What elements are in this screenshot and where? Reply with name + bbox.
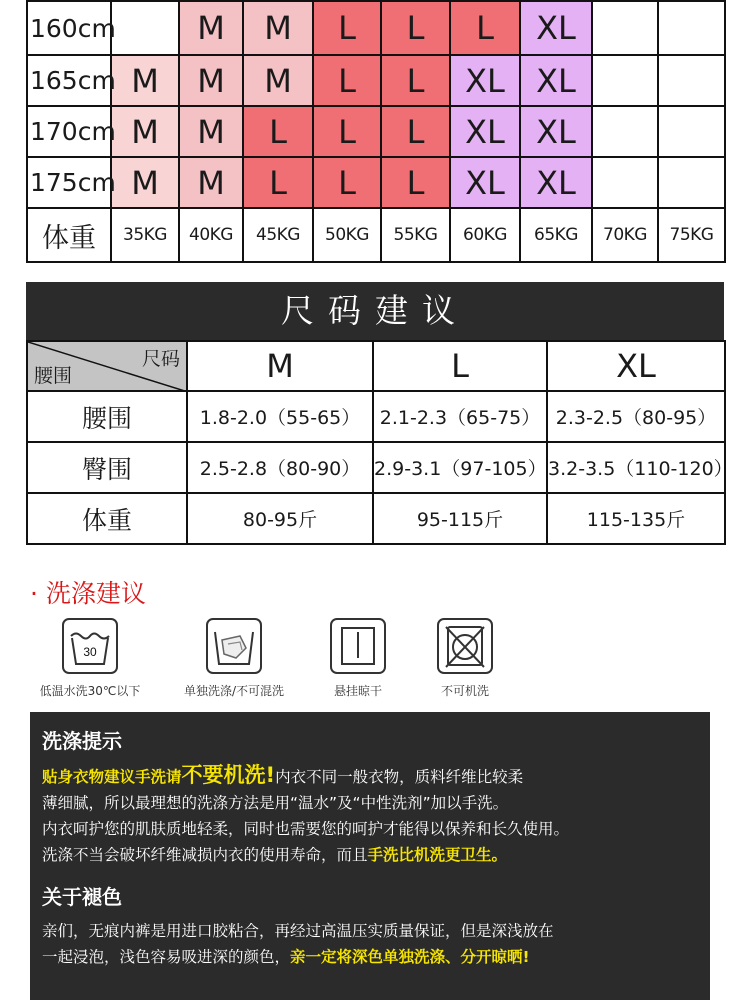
size-header-l: L [373,341,547,391]
size-header-xl: XL [547,341,725,391]
no-machine-wash-icon [437,618,493,674]
size-cell [592,55,658,106]
wash-label: 低温水洗30℃以下 [39,684,141,698]
tips-line [42,944,698,970]
separate-wash-icon [206,618,262,674]
size-cell: L [450,1,520,55]
size-cell: XL [520,1,592,55]
tips-highlight: 手洗比机洗更卫生。 [367,846,508,864]
size-cell [658,1,725,55]
size-cell: M [179,55,243,106]
advice-value: 1.8-2.0（55-65） [187,391,373,442]
advice-value: 95-115斤 [373,493,547,544]
size-cell: XL [450,55,520,106]
weight-cell: 70KG [592,208,658,262]
size-cell: L [313,55,381,106]
tips-line: 亲们，无痕内裤是用进口胶粘合，再经过高温压实质量保证，但是深浅放在 [42,922,554,940]
tips-highlight: 亲一定将深色单独洗涤、分开晾晒! [290,948,530,966]
size-cell: M [243,55,313,106]
tips-line: 内衣呵护您的肌肤质地轻柔，同时也需要您的呵护才能得以保养和长久使用。 [42,820,570,838]
size-cell: L [243,157,313,208]
size-cell: L [313,106,381,157]
advice-row-weight [27,493,725,544]
tips-text: 洗涤不当会破坏纤维减损内衣的使用寿命，而且 [42,846,368,864]
corner-label-waist: 腰围 [34,365,73,387]
tips-text: 内衣不同一般衣物，质料纤维比较柔 [275,768,524,786]
advice-value: 115-135斤 [547,493,725,544]
weight-cell: 75KG [658,208,725,262]
row-label: 臀围 [27,442,187,493]
size-cell: M [243,1,313,55]
tips-line [42,842,698,868]
wash-item-separate [164,618,304,699]
weight-cell: 65KG [520,208,592,262]
advice-value: 2.1-2.3（65-75） [373,391,547,442]
size-cell: L [381,106,450,157]
weight-cell: 40KG [179,208,243,262]
wash-item-no-machine [395,618,535,699]
tips-heading-fading: 关于褪色 [42,885,122,909]
size-cell [658,55,725,106]
size-cell: M [111,55,179,106]
size-cell: M [111,157,179,208]
wash-advice-title: · 洗涤建议 [30,579,146,608]
size-cell: XL [520,55,592,106]
tips-line [42,762,698,790]
height-label: 160cm [27,1,111,55]
tips-line: 薄细腻，所以最理想的洗涤方法是用“温水”及“中性洗剂”加以手洗。 [42,794,509,812]
weight-cell: 50KG [313,208,381,262]
wash-label: 不可机洗 [440,684,489,698]
tips-highlight: 贴身衣物建议手洗请 [42,768,182,786]
weight-label: 体重 [27,208,111,262]
washing-tips-panel [30,712,710,1000]
weight-cell: 45KG [243,208,313,262]
tips-emphasis: 不要机洗! [181,763,276,787]
advice-row-waist [27,391,725,442]
wash-label: 单独洗涤/不可混洗 [183,684,285,698]
size-cell: L [313,1,381,55]
weight-cell: 35KG [111,208,179,262]
size-cell: M [179,106,243,157]
wash-30-icon [62,618,118,674]
advice-value: 2.3-2.5（80-95） [547,391,725,442]
size-cell: M [179,157,243,208]
wash-item-low-temp [20,618,160,699]
row-label: 腰围 [27,391,187,442]
corner-header [27,341,187,391]
size-advice-title: 尺码建议 [26,282,724,340]
size-cell: L [243,106,313,157]
hang-dry-icon [330,618,386,674]
size-cell: XL [520,106,592,157]
height-label: 170cm [27,106,111,157]
advice-value: 2.5-2.8（80-90） [187,442,373,493]
size-cell: L [381,157,450,208]
size-cell [658,106,725,157]
size-cell: L [381,55,450,106]
size-cell [658,157,725,208]
size-cell: XL [450,106,520,157]
weight-cell: 55KG [381,208,450,262]
size-cell: XL [450,157,520,208]
height-label: 165cm [27,55,111,106]
size-cell: L [381,1,450,55]
size-cell [592,106,658,157]
advice-row-hip [27,442,725,493]
height-label: 175cm [27,157,111,208]
advice-value: 80-95斤 [187,493,373,544]
size-header-m: M [187,341,373,391]
size-cell: L [313,157,381,208]
size-chart-row [27,157,725,208]
wash-label: 悬挂晾干 [333,684,382,698]
size-cell [111,1,179,55]
advice-value: 2.9-3.1（97-105） [373,442,547,493]
size-chart-row [27,106,725,157]
size-cell: M [179,1,243,55]
tips-text: 一起浸泡，浅色容易吸进深的颜色， [42,948,291,966]
size-cell: M [111,106,179,157]
size-advice-table [26,340,733,545]
size-chart-row [27,55,725,106]
corner-label-size: 尺码 [141,348,180,370]
weight-cell: 60KG [450,208,520,262]
size-cell: XL [520,157,592,208]
size-cell [592,1,658,55]
tips-heading-washing: 洗涤提示 [42,729,122,753]
size-chart-row [27,1,725,55]
advice-value: 3.2-3.5（110-120） [547,442,725,493]
size-chart-table [26,0,726,263]
row-label: 体重 [27,493,187,544]
size-cell [592,157,658,208]
weight-row [27,208,725,262]
wash-temp-badge: 30 [83,645,97,659]
